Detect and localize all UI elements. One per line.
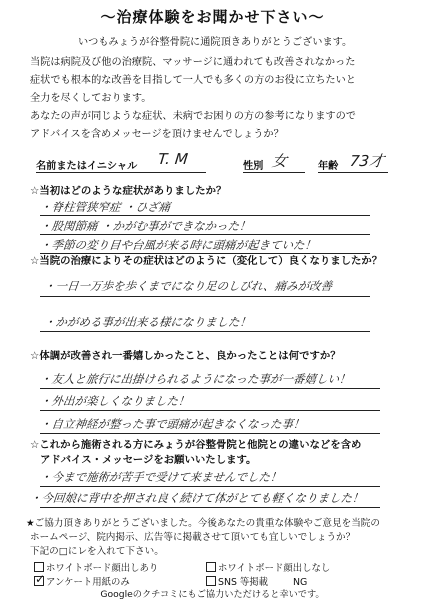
sns-ng-label: NG bbox=[293, 577, 308, 588]
age-underline bbox=[318, 172, 388, 173]
intro-line: いつもみょうが谷整骨院に通院頂きありがとうございます。 bbox=[78, 37, 353, 48]
answer-underline bbox=[40, 433, 380, 434]
name-underline bbox=[36, 172, 206, 173]
question-text: アドバイス・メッセージをお願いいたします。 bbox=[40, 454, 257, 466]
page-title: 〜治療体験をお聞かせ下さい〜 bbox=[100, 8, 325, 26]
consent-text: ホームページ、院内掲示、広告等に掲載させて頂いても宜しいでしょうか？ bbox=[30, 532, 356, 543]
age-value: 73才 bbox=[349, 152, 385, 170]
answer-line: ・かがめる事が出来る様になりました！ bbox=[43, 315, 252, 329]
google-review-note: Googleのクチコミにもご協力いただけると幸いです。 bbox=[100, 589, 325, 600]
option-survey-only[interactable] bbox=[34, 574, 130, 588]
option-whiteboard-face-no[interactable] bbox=[206, 560, 330, 574]
question-text: ☆体調が改善され一番嬉しかったこと、良かったことは何ですか？ bbox=[30, 350, 341, 362]
answer-underline bbox=[40, 296, 370, 297]
option-sns[interactable] bbox=[206, 574, 307, 588]
answer-line: ・脊柱管狭窄症 ・ひざ痛 bbox=[39, 200, 171, 214]
consent-text: ★ご協力頂きありがとうございました。今後あなたの貴重な体験やご意見を当院の bbox=[26, 518, 380, 529]
question-text: ☆当院の治療によりその症状はどのように（変化して）良くなりましたか？ bbox=[30, 255, 383, 267]
answer-underline bbox=[40, 331, 370, 332]
question-text: ☆これから施術される方にみょうが谷整骨院と他院との違いなどを含め bbox=[30, 439, 362, 451]
answer-underline bbox=[40, 388, 380, 389]
answer-line: ・一日一万歩を歩くまでになり足のしびれ、痛みが改善 bbox=[43, 279, 333, 293]
option-whiteboard-face-yes[interactable] bbox=[34, 560, 158, 574]
option-label: SNS 等掲載 bbox=[218, 577, 269, 588]
answer-line: ・季節の変り目や台風が来る時に頭痛が起きていた！ bbox=[39, 238, 317, 252]
gender-underline bbox=[243, 172, 305, 173]
name-label: 名前またはイニシャル bbox=[36, 161, 138, 172]
intro-line: 症状でも根本的な改善を目指して一人でも多くの方のお役に立ちたいと bbox=[30, 75, 356, 86]
option-label: アンケート用紙のみ bbox=[46, 577, 130, 588]
gender-value: 女 bbox=[271, 152, 288, 170]
answer-line: ・今回娘に背中を押され良く続けて体がとても軽くなりました！ bbox=[29, 491, 365, 505]
answer-underline bbox=[40, 410, 380, 411]
age-label: 年齢 bbox=[318, 161, 339, 172]
answer-underline bbox=[40, 507, 380, 508]
answer-underline bbox=[40, 215, 370, 216]
intro-line: あなたの声が同じような症状、未病でお困りの方の参考になりますので bbox=[30, 111, 356, 122]
name-value: T. M bbox=[157, 150, 189, 168]
checkbox[interactable] bbox=[206, 562, 216, 572]
check-mark-icon: ✓ bbox=[35, 572, 46, 586]
answer-line: ・今まで施術が苦手で受けて来ませんでした！ bbox=[39, 470, 283, 484]
checkbox[interactable] bbox=[34, 562, 44, 572]
answer-line: ・自立神経が整った事で頭痛が起きなくなった事！ bbox=[39, 417, 306, 431]
answer-line: ・外出が楽しくなりました！ bbox=[39, 394, 191, 408]
gender-label: 性別 bbox=[243, 161, 264, 172]
answer-line: ・股関節痛 ・かがむ事ができなかった！ bbox=[39, 219, 252, 233]
checkbox[interactable] bbox=[206, 576, 216, 586]
consent-text: 下記の□にレを入れて下さい。 bbox=[30, 546, 164, 557]
intro-line: アドバイスを含めメッセージを頂けませんでしょうか？ bbox=[30, 129, 284, 140]
question-text: ☆当初はどのような症状がありましたか？ bbox=[30, 185, 227, 197]
intro-line: 当院は病院及び他の治療院、マッサージに通われても改善されなかった bbox=[30, 57, 356, 68]
answer-underline bbox=[40, 234, 370, 235]
answer-line: ・友人と旅行に出掛けられるようになった事が一番嬉しい！ bbox=[39, 372, 352, 386]
intro-line: 全力を尽くしております。 bbox=[30, 93, 152, 104]
option-label: ホワイトボード顔出しなし bbox=[218, 563, 331, 574]
checkbox-checked[interactable] bbox=[34, 572, 46, 586]
answer-underline bbox=[40, 486, 380, 487]
option-label: ホワイトボード顔出しあり bbox=[46, 563, 159, 574]
